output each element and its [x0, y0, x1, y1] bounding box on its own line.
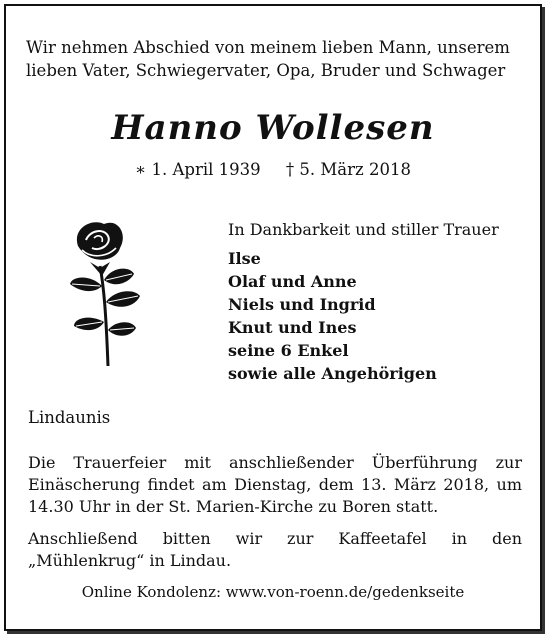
life-dates — [0, 160, 546, 179]
mourners-block — [228, 218, 528, 385]
ceremony-paragraph: Die Trauerfeier mit anschließender Überführung zur Einäscherung findet am Dienstag, dem 13. März 2018, um 14.30 Uhr in der St. Marien-Kirche zu Boren statt. — [28, 453, 522, 516]
rose-icon — [60, 218, 150, 368]
intro-text — [26, 36, 526, 82]
place-name: Lindaunis — [28, 408, 111, 427]
funeral-details — [28, 452, 522, 582]
online-condolence: Online Kondolenz: www.von-roenn.de/gedenkseite — [81, 583, 465, 601]
mourners-names — [228, 247, 528, 385]
deceased-name: Hanno Wollesen — [111, 108, 435, 148]
mourner-name: Olaf und Anne — [228, 272, 357, 291]
reception-paragraph: Anschließend bitten wir zur Kaffeetafel in den „Mühlenkrug“ in Lindau. — [28, 529, 522, 570]
mourners-lead: In Dankbarkeit und stiller Trauer — [228, 220, 499, 239]
intro-line-2: lieben Vater, Schwiegervater, Opa, Bruder und Schwager — [26, 61, 506, 80]
death-date: † 5. März 2018 — [285, 160, 411, 179]
mourner-name: Niels und Ingrid — [228, 295, 376, 314]
mourner-name: seine 6 Enkel — [228, 341, 349, 360]
mourner-name: sowie alle Angehörigen — [228, 364, 437, 383]
birth-date: ∗ 1. April 1939 — [135, 160, 261, 179]
intro-line-1: Wir nehmen Abschied von meinem lieben Mann, unserem — [26, 38, 510, 57]
mourner-name: Ilse — [228, 249, 261, 268]
mourner-name: Knut und Ines — [228, 318, 357, 337]
